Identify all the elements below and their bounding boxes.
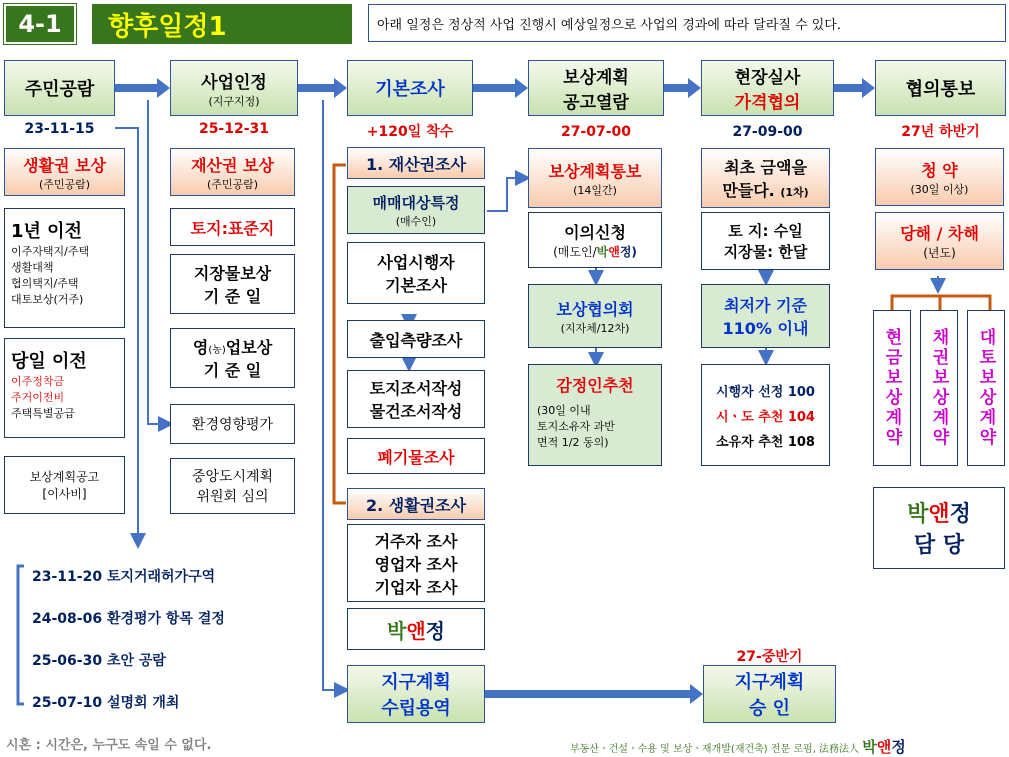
box-line: 토지조서작성 xyxy=(369,379,463,398)
box-line: 거주자 조사 xyxy=(374,531,458,551)
stage-field-inspection xyxy=(701,60,834,116)
box-title: 재산권 보상 xyxy=(191,155,274,175)
brand-char: 앤 xyxy=(406,618,426,643)
section-title: 1. 재산권조사 xyxy=(365,154,467,174)
waste-survey-box xyxy=(347,438,485,474)
subscription-box xyxy=(875,148,1004,206)
footer-firm-text: 부동산ㆍ건설ㆍ수용 및 보상ㆍ재개발(재건축) 전문 로펌, 法務法人 xyxy=(570,744,860,755)
box-sub: (주민공람) xyxy=(38,177,91,191)
bond-compensation-contract xyxy=(920,310,958,466)
property-rights-compensation xyxy=(170,148,295,196)
box-title: 1년 이전 xyxy=(11,221,82,242)
box-line: 보상계획통보 xyxy=(548,161,642,181)
box-title: 감정인추천 xyxy=(556,376,634,395)
obstacle-compensation-box xyxy=(170,254,295,314)
box-line: 기 준 일 xyxy=(203,287,262,306)
brand-char: 앤 xyxy=(608,245,620,259)
timeline-item: 23-11-20 토지거래허가구역 xyxy=(32,569,216,585)
stage-title: 주민공람 xyxy=(24,79,95,100)
timeline-item: 24-08-06 환경평가 항목 결정 xyxy=(32,611,225,627)
date-negotiation-notice: 27년 하반기 xyxy=(901,124,980,140)
box-line: 지구계획 xyxy=(734,672,805,693)
brand-char: 박 xyxy=(387,618,407,643)
box-sub: (지자체/12차) xyxy=(560,321,630,335)
brand-char: 정 xyxy=(949,502,971,527)
timeline-item: 25-06-30 초안 공람 xyxy=(32,653,166,669)
box-line: 시행자 선정 100 xyxy=(716,384,815,400)
box-line: 영업자 조사 xyxy=(374,554,458,574)
box-line: 매매대상특정 xyxy=(372,193,460,212)
box-line: 수립용역 xyxy=(381,698,451,719)
box-line: 대토보상(거주) xyxy=(11,293,84,306)
box-line: 시ㆍ도 추천 104 xyxy=(716,409,815,425)
stage-title-2: 가격협의 xyxy=(734,93,801,113)
resident-survey-box xyxy=(347,524,485,602)
box-line: 기업자 조사 xyxy=(374,577,458,597)
header-num: 4-1 xyxy=(4,4,76,44)
box-line: 청 약 xyxy=(921,160,958,180)
date-project-approval: 25-12-31 xyxy=(198,121,270,137)
timeline-item: 25-07-10 설명회 개최 xyxy=(32,695,180,711)
same-day-before-box xyxy=(4,338,125,438)
box-text: 업보상 xyxy=(225,338,273,357)
brand-char: 정 xyxy=(425,618,445,643)
entry-survey-box xyxy=(347,320,485,358)
box-line: 지장물보상 xyxy=(193,264,272,283)
vertical-label: 대토보상계약 xyxy=(975,328,996,448)
box-line: 보상협의회 xyxy=(556,299,634,319)
box-line: 이주정착금 xyxy=(11,375,65,388)
box-sub: (매수인) xyxy=(395,214,437,228)
box-text: 만들다. xyxy=(722,181,775,200)
stage-title-1: 보상계획 xyxy=(563,68,629,88)
land-compensation-contract xyxy=(967,310,1005,466)
stage-title: 협의통보 xyxy=(905,79,976,100)
compensation-council-box xyxy=(528,284,662,348)
brand-char: 정 xyxy=(891,738,906,756)
box-line: (30일 이내 xyxy=(537,404,591,417)
box-line: 110% 이내 xyxy=(722,319,809,338)
header-title: 향후일정1 xyxy=(92,4,352,44)
date-field-inspection: 27-09-00 xyxy=(732,124,803,140)
header-note: 아래 일정은 정상적 사업 진행시 예상일정으로 사업의 경과에 따라 달라질 수 있다. xyxy=(368,4,1006,42)
central-urban-plan-box xyxy=(170,458,295,514)
box-line: 이주자택지/주택 xyxy=(11,245,90,258)
business-compensation-box xyxy=(170,328,295,388)
district-plan-box xyxy=(347,665,485,723)
brand-char: 앤 xyxy=(876,738,892,756)
box-line: 물건조서작성 xyxy=(369,402,463,421)
section-title: 2. 생활권조사 xyxy=(365,495,467,515)
land-record-box xyxy=(347,370,485,428)
section-property-survey xyxy=(347,147,485,179)
env-impact-box xyxy=(170,404,295,444)
box-line: 주거이전비 xyxy=(11,391,65,404)
one-year-before-box xyxy=(4,208,125,328)
appraiser-selection-box xyxy=(701,364,830,466)
box-line: 토 지: 수일 xyxy=(728,222,803,240)
box-line: [이사비] xyxy=(42,487,87,501)
vertical-label: 현금보상계약 xyxy=(881,328,902,448)
lowest-price-box xyxy=(701,284,830,348)
land-standard-box xyxy=(170,208,295,246)
box-title: 토지:표준지 xyxy=(190,218,275,238)
date-resident-review: 23-11-15 xyxy=(24,121,95,137)
vertical-label: 채권보상계약 xyxy=(928,328,949,448)
box-line: 협의택지/주택 xyxy=(11,277,79,290)
approval-date: 27-중반기 xyxy=(736,649,803,665)
stage-resident-review xyxy=(4,60,115,116)
stage-title: 사업인정 xyxy=(201,72,267,93)
box-line: 위원회 심의 xyxy=(196,489,269,505)
box-text-small: (1차) xyxy=(780,186,809,199)
stage-basic-survey xyxy=(347,60,473,116)
stage-compensation-plan xyxy=(528,60,664,116)
box-sub: (30일 이상) xyxy=(910,182,969,196)
district-approval-box xyxy=(703,665,836,723)
box-title: 폐기물조사 xyxy=(377,447,455,467)
stage-title-1: 현장실사 xyxy=(734,68,801,88)
box-title: 당일 이전 xyxy=(11,351,87,372)
brand-box-col6 xyxy=(873,487,1005,569)
box-line: 당해 / 차해 xyxy=(900,224,979,243)
compensation-plan-notice-box xyxy=(4,456,125,514)
cash-compensation-contract xyxy=(873,310,911,466)
box-line: 기본조사 xyxy=(385,276,447,295)
brand-box-col3 xyxy=(347,608,485,650)
brand-char: 정) xyxy=(619,245,637,259)
box-line: 소유자 추천 108 xyxy=(716,434,815,450)
compensation-plan-notice xyxy=(528,148,662,208)
box-line: 보상계획공고 xyxy=(29,470,100,484)
date-compensation-plan: 27-07-00 xyxy=(560,124,632,140)
box-text: (매도인/ xyxy=(553,245,597,259)
appraiser-recommendation-box xyxy=(528,364,662,466)
box-line: 담 당 xyxy=(913,533,965,558)
box-line: 기 준 일 xyxy=(203,361,262,380)
box-line: 최초 금액을 xyxy=(724,158,807,177)
brand-char: 앤 xyxy=(928,502,950,527)
box-title: 출입측량조사 xyxy=(369,330,463,350)
box-line: 승 인 xyxy=(748,698,791,719)
brand-char: 박 xyxy=(596,245,609,259)
brand-char: 박 xyxy=(862,738,877,756)
box-line: 중앙도시계획 xyxy=(191,469,274,485)
box-sub: (주민공람) xyxy=(206,177,259,191)
year-box xyxy=(875,212,1004,270)
operator-basic-survey-box xyxy=(347,242,485,304)
footer-firm xyxy=(570,736,1008,757)
box-line: 면적 1/2 동의) xyxy=(537,436,609,449)
box-line: 주택특별공급 xyxy=(11,407,75,420)
target-identification-box xyxy=(347,186,485,234)
box-line: 지장물: 한달 xyxy=(723,243,808,261)
box-title: 환경영향평가 xyxy=(191,417,274,433)
box-title: 생활권 보상 xyxy=(23,155,106,175)
stage-title-2: 공고열람 xyxy=(563,93,629,113)
living-rights-compensation xyxy=(4,148,125,196)
stage-sub: (지구지정) xyxy=(208,94,260,108)
brand-char: 박 xyxy=(907,502,929,527)
footer-motto: 시혼 : 시간은, 누구도 속일 수 없다. xyxy=(6,738,212,753)
stage-project-approval xyxy=(170,60,298,116)
stage-negotiation-notice xyxy=(875,60,1006,116)
box-sub: (년도) xyxy=(923,246,956,260)
box-text-small: (농) xyxy=(208,345,226,356)
section-living-survey xyxy=(347,488,485,520)
box-line: 지구계획 xyxy=(381,672,451,693)
box-line: 사업시행자 xyxy=(377,253,455,272)
box-line: 생활대책 xyxy=(11,261,54,274)
box-line: 최저가 기준 xyxy=(724,296,807,315)
box-line: 토지소유자 과반 xyxy=(537,420,615,433)
box-line: 이의신청 xyxy=(564,223,626,242)
date-basic-survey: +120일 착수 xyxy=(366,124,454,140)
objection-box xyxy=(528,212,662,268)
stage-title: 기본조사 xyxy=(375,79,445,100)
initial-amount-box xyxy=(701,148,830,208)
land-duration-box xyxy=(701,212,830,270)
box-text: 영 xyxy=(192,338,209,357)
box-sub: (14일간) xyxy=(573,183,617,197)
